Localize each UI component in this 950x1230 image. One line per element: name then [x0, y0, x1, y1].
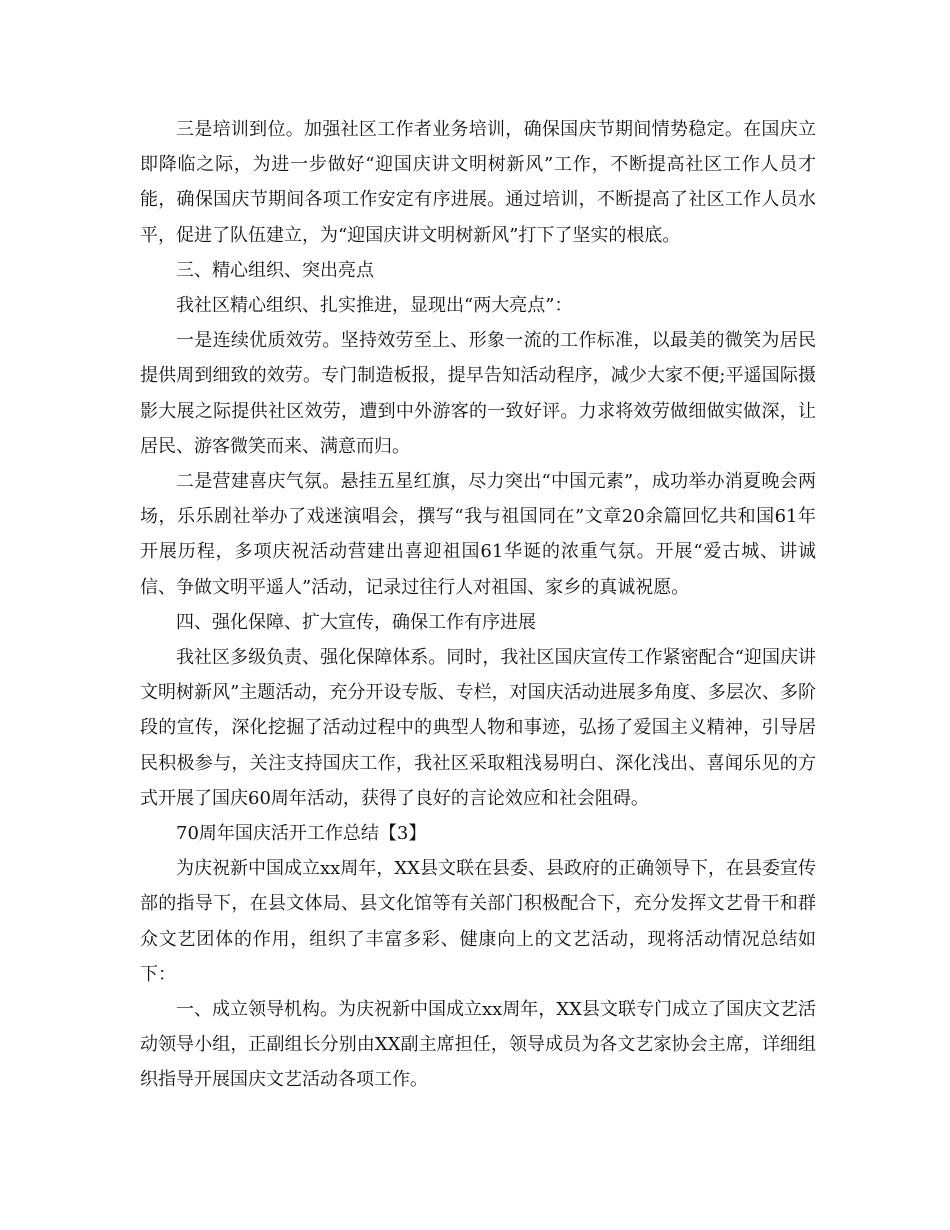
paragraph-leadership: 一、成立领导机构。为庆祝新中国成立xx周年，XX县文联专门成立了国庆文艺活动领导小组，正副组长分别由XX副主席担任，领导成员为各文艺家协会主席，详细组织指导开展国庆文艺活动各项工作。 — [140, 999, 816, 1091]
document-body — [140, 112, 816, 1098]
paragraph-publicity: 我社区多级负责、强化保障体系。同时，我社区国庆宣传工作紧密配合“迎国庆讲文明树新风”主题活动，充分开设专版、专栏，对国庆活动进展多角度、多层次、多阶段的宣传，深化挖掘了活动过程中的典型人物和事迹，弘扬了爱国主义精神，引导居民积极参与，关注支持国庆工作，我社区采取粗浅易明白、深化浅出、喜闻乐见的方式开展了国庆60周年活动，获得了良好的言论效应和社会阻碍。 — [140, 647, 816, 809]
paragraph-highlights-intro: 我社区精心组织、扎实推进，显现出“两大亮点”： — [176, 295, 573, 317]
paragraph-summary-intro: 为庆祝新中国成立xx周年，XX县文联在县委、县政府的正确领导下，在县委宣传部的指导下，在县文体局、县文化馆等有关部门积极配合下，充分发挥文艺骨干和群众文艺团体的作用，组织了丰富多彩、健康向上的文艺活动，现将活动情况总结如下： — [140, 858, 816, 985]
paragraph-festive-atmosphere: 二是营建喜庆气氛。悬挂五星红旗，尽力突出“中国元素”，成功举办消夏晚会两场，乐乐剧社举办了戏迷演唱会，撰写“我与祖国同在”文章20余篇回忆共和国61年开展历程，多项庆祝活动营建出喜迎祖国61华诞的浓重气氛。开展“爱古城、讲诚信、争做文明平遥人”活动，记录过往行人对祖国、家乡的真诚祝愿。 — [140, 471, 816, 598]
paragraph-quality-service: 一是连续优质效劳。坚持效劳至上、形象一流的工作标准，以最美的微笑为居民提供周到细致的效劳。专门制造板报，提早告知活动程序，减少大家不便;平遥国际摄影大展之际提供社区效劳，遭到中外游客的一致好评。力求将效劳做细做实做深，让居民、游客微笑而来、满意而归。 — [140, 330, 816, 457]
heading-summary-3: 70周年国庆活开工作总结【3】 — [176, 823, 427, 845]
heading-section-4: 四、强化保障、扩大宣传，确保工作有序进展 — [176, 611, 536, 633]
heading-section-3: 三、精心组织、突出亮点 — [176, 259, 374, 281]
paragraph-training: 三是培训到位。加强社区工作者业务培训，确保国庆节期间情势稳定。在国庆立即降临之际，为进一步做好“迎国庆讲文明树新风”工作，不断提高社区工作人员才能，确保国庆节期间各项工作安定有序进展。通过培训，不断提高了社区工作人员水平，促进了队伍建立，为“迎国庆讲文明树新风”打下了坚实的根底。 — [140, 119, 816, 246]
